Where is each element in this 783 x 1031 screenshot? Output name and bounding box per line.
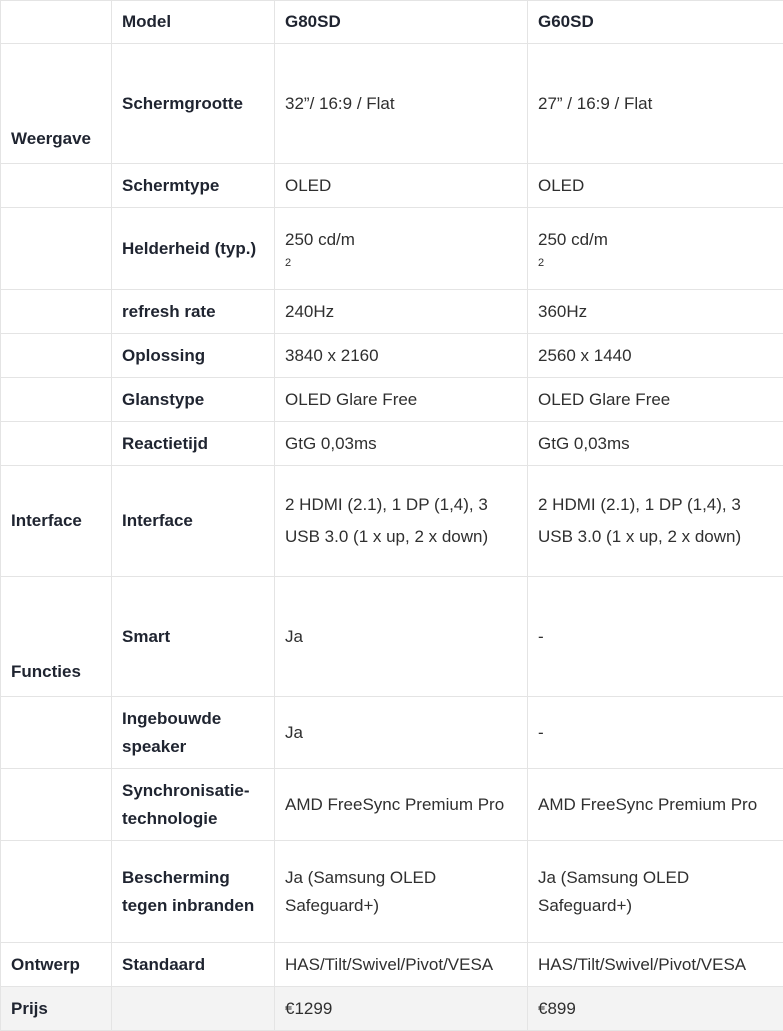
empty-cell	[1, 164, 112, 208]
table-row	[1, 378, 783, 422]
row-value-2	[528, 208, 783, 290]
row-value-1: 240Hz	[275, 290, 528, 334]
table-row	[1, 466, 783, 577]
table-row	[1, 422, 783, 466]
header-model-2: G60SD	[528, 1, 783, 44]
empty-cell	[1, 841, 112, 943]
row-label: Ingebouwde speaker	[112, 697, 275, 769]
row-value-1: 32”/ 16:9 / Flat	[275, 44, 528, 164]
empty-cell	[1, 208, 112, 290]
group-label-weergave: Weergave	[1, 44, 112, 164]
empty-cell	[1, 290, 112, 334]
row-value-1: 3840 x 2160	[275, 334, 528, 378]
row-label: Interface	[112, 466, 275, 577]
row-label: Helderheid (typ.)	[112, 208, 275, 290]
row-value-2: -	[528, 697, 783, 769]
price-value-1: €1299	[275, 987, 528, 1031]
row-label: Oplossing	[112, 334, 275, 378]
row-value-1: HAS/Tilt/Swivel/Pivot/VESA	[275, 943, 528, 987]
table-row	[1, 290, 783, 334]
header-empty-cell	[1, 1, 112, 44]
row-value-2: 2 HDMI (2.1), 1 DP (1,4), 3 USB 3.0 (1 x up, 2 x down)	[528, 466, 783, 577]
row-label: Reactietijd	[112, 422, 275, 466]
table-row	[1, 44, 783, 164]
row-value-1: GtG 0,03ms	[275, 422, 528, 466]
row-value-1: Ja (Samsung OLED Safeguard+)	[275, 841, 528, 943]
group-label-prijs: Prijs	[1, 987, 112, 1031]
group-label-interface: Interface	[1, 466, 112, 577]
table-row	[1, 943, 783, 987]
row-label: Schermtype	[112, 164, 275, 208]
table-row	[1, 208, 783, 290]
group-label-ontwerp: Ontwerp	[1, 943, 112, 987]
row-value-1: Ja	[275, 697, 528, 769]
empty-cell	[1, 378, 112, 422]
value-superscript: 2	[285, 254, 517, 272]
group-label-functies: Functies	[1, 577, 112, 697]
row-label: Synchronisatie-technologie	[112, 769, 275, 841]
empty-cell	[1, 769, 112, 841]
row-value-1: OLED	[275, 164, 528, 208]
empty-cell	[1, 422, 112, 466]
empty-cell	[1, 697, 112, 769]
row-label: Standaard	[112, 943, 275, 987]
row-value-2: OLED Glare Free	[528, 378, 783, 422]
row-label: Smart	[112, 577, 275, 697]
row-value-2: 360Hz	[528, 290, 783, 334]
table-row	[1, 164, 783, 208]
value-superscript: 2	[538, 254, 773, 272]
row-value-1: Ja	[275, 577, 528, 697]
header-model-label: Model	[112, 1, 275, 44]
empty-cell	[1, 334, 112, 378]
row-value-2: GtG 0,03ms	[528, 422, 783, 466]
row-label: Bescherming tegen inbranden	[112, 841, 275, 943]
row-value-1: AMD FreeSync Premium Pro	[275, 769, 528, 841]
table-row	[1, 697, 783, 769]
table-row	[1, 334, 783, 378]
table-row	[1, 769, 783, 841]
row-value-2: 27” / 16:9 / Flat	[528, 44, 783, 164]
row-value-2: OLED	[528, 164, 783, 208]
row-value-1	[275, 208, 528, 290]
row-value-2: 2560 x 1440	[528, 334, 783, 378]
header-model-1: G80SD	[275, 1, 528, 44]
row-value-1: OLED Glare Free	[275, 378, 528, 422]
row-label: Schermgrootte	[112, 44, 275, 164]
value-text: 250 cd/m	[538, 230, 608, 249]
value-text: 250 cd/m	[285, 230, 355, 249]
table-row	[1, 577, 783, 697]
row-value-2: HAS/Tilt/Swivel/Pivot/VESA	[528, 943, 783, 987]
header-row	[1, 1, 783, 44]
row-value-1: 2 HDMI (2.1), 1 DP (1,4), 3 USB 3.0 (1 x up, 2 x down)	[275, 466, 528, 577]
price-value-2: €899	[528, 987, 783, 1031]
row-value-2: -	[528, 577, 783, 697]
table-row	[1, 841, 783, 943]
row-value-2: Ja (Samsung OLED Safeguard+)	[528, 841, 783, 943]
row-label: refresh rate	[112, 290, 275, 334]
row-label: Glanstype	[112, 378, 275, 422]
row-value-2: AMD FreeSync Premium Pro	[528, 769, 783, 841]
